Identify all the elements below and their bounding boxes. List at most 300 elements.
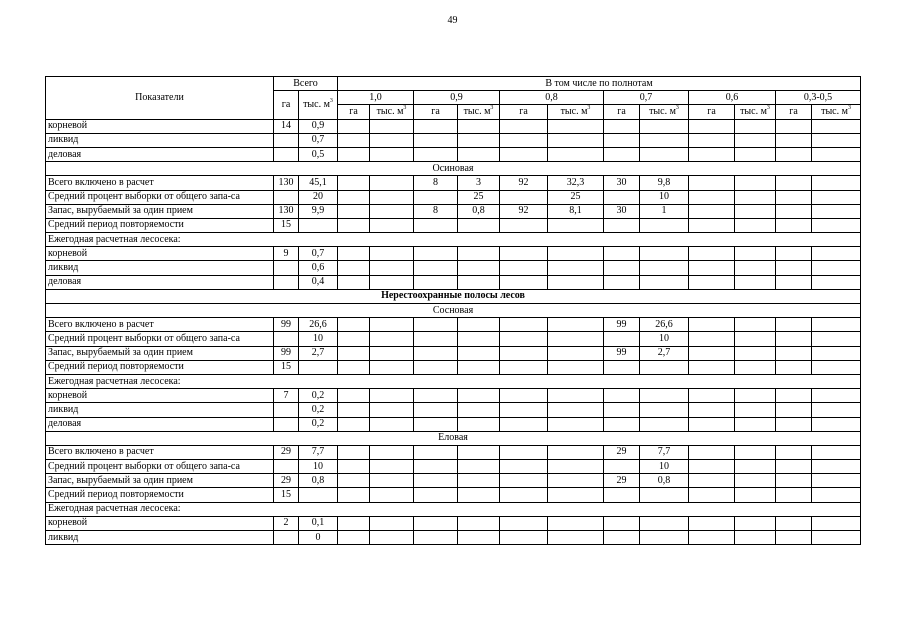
table-cell: 29 xyxy=(274,474,299,488)
table-cell xyxy=(776,403,812,417)
table-cell xyxy=(812,247,861,261)
density-header: 0,7 xyxy=(604,91,689,105)
table-cell xyxy=(640,531,689,545)
table-cell: 15 xyxy=(274,218,299,232)
by-density-header: В том числе по полнотам xyxy=(338,77,861,91)
table-cell xyxy=(370,261,414,275)
table-cell: 10 xyxy=(640,460,689,474)
table-cell xyxy=(370,119,414,133)
table-row xyxy=(46,531,861,545)
table-cell xyxy=(776,488,812,502)
table-cell: 99 xyxy=(604,346,640,360)
table-cell xyxy=(548,346,604,360)
row-label: корневой xyxy=(46,119,274,133)
row-label: Всего включено в расчет xyxy=(46,176,274,190)
table-cell xyxy=(274,417,299,431)
table-cell xyxy=(776,346,812,360)
table-cell xyxy=(338,346,370,360)
table-cell xyxy=(338,360,370,374)
table-row xyxy=(46,445,861,459)
table-cell: 92 xyxy=(500,176,548,190)
table-cell xyxy=(735,460,776,474)
table-cell: 15 xyxy=(274,488,299,502)
table-cell xyxy=(735,218,776,232)
table-cell xyxy=(370,488,414,502)
table-cell xyxy=(414,531,458,545)
table-cell xyxy=(338,133,370,147)
table-cell xyxy=(500,332,548,346)
table-cell xyxy=(776,417,812,431)
unit-ha-header: га xyxy=(604,105,640,119)
table-cell xyxy=(689,346,735,360)
table-cell xyxy=(604,488,640,502)
table-cell xyxy=(370,417,414,431)
total-ha-header: га xyxy=(274,91,299,119)
table-cell xyxy=(458,147,500,161)
table-cell xyxy=(370,176,414,190)
table-cell: 0,5 xyxy=(299,147,338,161)
unit-ha-header: га xyxy=(776,105,812,119)
table-cell xyxy=(338,176,370,190)
table-cell xyxy=(735,176,776,190)
table-cell xyxy=(370,516,414,530)
table-cell xyxy=(689,147,735,161)
table-cell xyxy=(735,318,776,332)
table-cell xyxy=(500,133,548,147)
table-cell xyxy=(735,247,776,261)
table-cell xyxy=(274,261,299,275)
table-cell xyxy=(500,460,548,474)
table-cell xyxy=(338,403,370,417)
forest-data-table xyxy=(45,76,861,545)
page-number: 49 xyxy=(447,15,458,26)
table-cell xyxy=(370,275,414,289)
table-row xyxy=(46,190,861,204)
table-cell xyxy=(548,218,604,232)
table-cell xyxy=(689,204,735,218)
table-cell xyxy=(414,119,458,133)
table-cell xyxy=(689,474,735,488)
table-cell xyxy=(414,516,458,530)
table-cell xyxy=(458,119,500,133)
table-cell xyxy=(689,460,735,474)
table-cell xyxy=(338,261,370,275)
row-label: Средний процент выборки от общего запа-са xyxy=(46,190,274,204)
table-cell xyxy=(812,389,861,403)
table-row xyxy=(46,346,861,360)
table-cell xyxy=(812,360,861,374)
table-cell xyxy=(735,332,776,346)
table-cell xyxy=(776,147,812,161)
section-title: Нерестоохранные полосы лесов xyxy=(46,289,861,303)
table-cell xyxy=(338,318,370,332)
table-cell xyxy=(735,261,776,275)
table-cell xyxy=(812,445,861,459)
row-label: ликвид xyxy=(46,133,274,147)
table-cell xyxy=(735,204,776,218)
table-cell xyxy=(640,516,689,530)
table-cell xyxy=(548,389,604,403)
table-cell xyxy=(338,389,370,403)
table-cell xyxy=(776,190,812,204)
table-cell xyxy=(548,488,604,502)
table-cell: 2,7 xyxy=(299,346,338,360)
density-header: 1,0 xyxy=(338,91,414,105)
table-cell xyxy=(414,474,458,488)
table-cell xyxy=(458,403,500,417)
table-cell xyxy=(776,275,812,289)
row-label: Ежегодная расчетная лесосека: xyxy=(46,374,861,388)
table-cell: 2 xyxy=(274,516,299,530)
table-cell xyxy=(776,318,812,332)
table-cell xyxy=(776,445,812,459)
table-cell xyxy=(604,460,640,474)
row-label: Ежегодная расчетная лесосека: xyxy=(46,502,861,516)
table-cell: 99 xyxy=(274,346,299,360)
table-cell xyxy=(604,190,640,204)
table-cell xyxy=(338,531,370,545)
table-cell xyxy=(500,147,548,161)
table-cell xyxy=(689,488,735,502)
table-cell xyxy=(500,318,548,332)
table-cell xyxy=(458,261,500,275)
table-row xyxy=(46,417,861,431)
table-cell xyxy=(338,247,370,261)
table-cell: 0,2 xyxy=(299,403,338,417)
table-cell xyxy=(689,261,735,275)
table-cell xyxy=(604,417,640,431)
table-cell xyxy=(338,204,370,218)
table-cell xyxy=(500,247,548,261)
unit-volume-header: тыс. $м^3$ xyxy=(548,105,604,119)
table-cell xyxy=(548,119,604,133)
table-cell: 0,1 xyxy=(299,516,338,530)
section-title: Осиновая xyxy=(46,162,861,176)
table-cell xyxy=(500,403,548,417)
table-cell xyxy=(689,417,735,431)
row-label: Средний процент выборки от общего запа-са xyxy=(46,332,274,346)
section-row xyxy=(46,289,861,303)
table-cell xyxy=(812,176,861,190)
table-cell xyxy=(274,403,299,417)
table-cell xyxy=(689,318,735,332)
table-cell xyxy=(338,417,370,431)
table-cell xyxy=(548,417,604,431)
table-cell xyxy=(604,332,640,346)
table-cell xyxy=(640,247,689,261)
table-cell xyxy=(338,275,370,289)
table-cell xyxy=(604,247,640,261)
table-row xyxy=(46,147,861,161)
row-label: деловая xyxy=(46,147,274,161)
table-cell xyxy=(604,133,640,147)
table-cell xyxy=(776,261,812,275)
table-cell: 14 xyxy=(274,119,299,133)
row-label: Всего включено в расчет xyxy=(46,445,274,459)
table-cell xyxy=(689,516,735,530)
table-cell xyxy=(689,389,735,403)
table-cell xyxy=(640,360,689,374)
table-cell: 0,8 xyxy=(640,474,689,488)
table-cell: 0,6 xyxy=(299,261,338,275)
table-cell xyxy=(735,488,776,502)
table-cell xyxy=(735,346,776,360)
table-row xyxy=(46,403,861,417)
table-cell: 1 xyxy=(640,204,689,218)
table-cell xyxy=(776,460,812,474)
table-cell xyxy=(414,346,458,360)
subheading-row xyxy=(46,502,861,516)
table-cell xyxy=(458,318,500,332)
table-cell xyxy=(812,147,861,161)
table-row xyxy=(46,204,861,218)
table-cell xyxy=(414,247,458,261)
table-cell xyxy=(548,261,604,275)
table-cell xyxy=(548,531,604,545)
table-cell xyxy=(338,460,370,474)
unit-volume-header: тыс. $м^3$ xyxy=(370,105,414,119)
table-cell xyxy=(299,218,338,232)
table-cell xyxy=(414,488,458,502)
table-cell xyxy=(274,133,299,147)
table-cell: 9 xyxy=(274,247,299,261)
table-cell xyxy=(640,488,689,502)
table-cell xyxy=(500,275,548,289)
row-label: Запас, вырубаемый за один прием xyxy=(46,204,274,218)
table-cell xyxy=(640,133,689,147)
row-label: деловая xyxy=(46,275,274,289)
table-cell: 26,6 xyxy=(299,318,338,332)
table-cell: 2,7 xyxy=(640,346,689,360)
table-cell xyxy=(640,218,689,232)
table-row xyxy=(46,460,861,474)
table-row xyxy=(46,488,861,502)
table-cell xyxy=(735,360,776,374)
table-cell xyxy=(735,275,776,289)
row-label: Средний период повторяемости xyxy=(46,488,274,502)
table-cell xyxy=(500,389,548,403)
table-cell: 0,2 xyxy=(299,417,338,431)
table-cell xyxy=(458,218,500,232)
table-cell: 9,9 xyxy=(299,204,338,218)
table-row xyxy=(46,247,861,261)
table-cell xyxy=(370,403,414,417)
table-cell: 0,9 xyxy=(299,119,338,133)
table-cell xyxy=(370,147,414,161)
table-cell xyxy=(500,346,548,360)
table-cell: 25 xyxy=(458,190,500,204)
density-header: 0,8 xyxy=(500,91,604,105)
table-cell: 29 xyxy=(274,445,299,459)
table-cell xyxy=(812,403,861,417)
unit-ha-header: га xyxy=(338,105,370,119)
row-label: ликвид xyxy=(46,531,274,545)
table-cell: 0,8 xyxy=(458,204,500,218)
table-cell xyxy=(414,332,458,346)
table-cell xyxy=(458,488,500,502)
table-cell: 29 xyxy=(604,445,640,459)
table-cell xyxy=(338,147,370,161)
row-label: деловая xyxy=(46,417,274,431)
table-cell xyxy=(735,389,776,403)
table-cell xyxy=(414,318,458,332)
table-cell xyxy=(299,488,338,502)
table-cell xyxy=(414,360,458,374)
table-cell xyxy=(338,516,370,530)
table-cell xyxy=(414,147,458,161)
table-cell xyxy=(458,516,500,530)
table-cell xyxy=(689,119,735,133)
table-cell xyxy=(776,119,812,133)
table-cell xyxy=(812,275,861,289)
table-cell xyxy=(370,190,414,204)
density-header: 0,9 xyxy=(414,91,500,105)
table-cell xyxy=(640,389,689,403)
table-cell xyxy=(776,360,812,374)
table-row xyxy=(46,389,861,403)
table-cell xyxy=(735,531,776,545)
table-cell xyxy=(274,332,299,346)
section-row xyxy=(46,431,861,445)
table-cell xyxy=(338,218,370,232)
unit-ha-header: га xyxy=(414,105,458,119)
table-cell xyxy=(812,332,861,346)
table-cell xyxy=(776,516,812,530)
table-cell: 0,7 xyxy=(299,247,338,261)
unit-volume-header: тыс. $м^3$ xyxy=(735,105,776,119)
table-cell xyxy=(414,403,458,417)
table-cell xyxy=(548,460,604,474)
table-cell xyxy=(414,389,458,403)
density-header: 0,3-0,5 xyxy=(776,91,861,105)
table-cell xyxy=(338,445,370,459)
table-cell xyxy=(812,204,861,218)
table-cell xyxy=(548,474,604,488)
table-cell xyxy=(735,417,776,431)
table-cell xyxy=(604,218,640,232)
table-cell: 15 xyxy=(274,360,299,374)
table-cell xyxy=(640,261,689,275)
table-cell xyxy=(776,176,812,190)
row-label: Запас, вырубаемый за один прием xyxy=(46,346,274,360)
table-cell xyxy=(548,147,604,161)
total-volume-header: тыс. $м^3$ xyxy=(299,91,338,119)
table-cell: 10 xyxy=(640,190,689,204)
table-cell xyxy=(735,133,776,147)
unit-volume-header: тыс. $м^3$ xyxy=(640,105,689,119)
table-cell xyxy=(458,389,500,403)
table-cell: 7,7 xyxy=(299,445,338,459)
table-cell xyxy=(500,417,548,431)
table-cell: 30 xyxy=(604,204,640,218)
table-cell xyxy=(735,474,776,488)
row-label: ликвид xyxy=(46,261,274,275)
table-cell xyxy=(370,204,414,218)
row-label: Средний период повторяемости xyxy=(46,218,274,232)
row-label: Ежегодная расчетная лесосека: xyxy=(46,233,861,247)
table-cell xyxy=(735,516,776,530)
table-cell xyxy=(776,218,812,232)
table-cell xyxy=(370,318,414,332)
table-cell xyxy=(500,261,548,275)
table-cell xyxy=(640,403,689,417)
table-cell xyxy=(370,218,414,232)
table-cell xyxy=(548,332,604,346)
table-cell xyxy=(812,133,861,147)
table-cell xyxy=(640,119,689,133)
row-label: Запас, вырубаемый за один прием xyxy=(46,474,274,488)
table-cell xyxy=(338,190,370,204)
table-cell: 32,3 xyxy=(548,176,604,190)
table-cell xyxy=(812,190,861,204)
section-title: Еловая xyxy=(46,431,861,445)
row-label: Всего включено в расчет xyxy=(46,318,274,332)
table-cell xyxy=(604,147,640,161)
table-cell xyxy=(458,474,500,488)
table-cell xyxy=(500,488,548,502)
table-cell: 9,8 xyxy=(640,176,689,190)
table-cell: 8 xyxy=(414,204,458,218)
table-cell: 30 xyxy=(604,176,640,190)
table-cell: 8 xyxy=(414,176,458,190)
table-header xyxy=(46,77,861,120)
table-cell xyxy=(604,119,640,133)
table-cell xyxy=(735,147,776,161)
table-cell xyxy=(689,247,735,261)
table-row xyxy=(46,275,861,289)
table-cell xyxy=(458,275,500,289)
table-cell: 45,1 xyxy=(299,176,338,190)
table-row xyxy=(46,360,861,374)
table-cell xyxy=(548,360,604,374)
row-label: корневой xyxy=(46,516,274,530)
unit-ha-header: га xyxy=(500,105,548,119)
table-cell xyxy=(812,119,861,133)
table-cell xyxy=(370,389,414,403)
table-cell xyxy=(370,332,414,346)
table-row xyxy=(46,218,861,232)
table-cell: 8,1 xyxy=(548,204,604,218)
table-cell xyxy=(548,516,604,530)
table-cell xyxy=(689,531,735,545)
table-cell xyxy=(338,474,370,488)
table-cell xyxy=(689,190,735,204)
table-cell xyxy=(338,488,370,502)
table-cell xyxy=(548,133,604,147)
table-cell xyxy=(370,360,414,374)
table-cell xyxy=(812,218,861,232)
table-cell xyxy=(689,332,735,346)
table-cell xyxy=(812,318,861,332)
table-cell: 25 xyxy=(548,190,604,204)
table-cell: 10 xyxy=(299,460,338,474)
table-cell xyxy=(500,531,548,545)
table-cell: 0 xyxy=(299,531,338,545)
table-cell xyxy=(458,531,500,545)
table-row xyxy=(46,318,861,332)
table-cell: 130 xyxy=(274,176,299,190)
table-cell xyxy=(604,275,640,289)
subheading-row xyxy=(46,233,861,247)
table-cell xyxy=(458,346,500,360)
table-row xyxy=(46,474,861,488)
table-cell xyxy=(776,133,812,147)
table-cell: 0,2 xyxy=(299,389,338,403)
table-cell xyxy=(812,417,861,431)
table-cell xyxy=(500,218,548,232)
table-cell xyxy=(548,445,604,459)
table-cell xyxy=(640,417,689,431)
